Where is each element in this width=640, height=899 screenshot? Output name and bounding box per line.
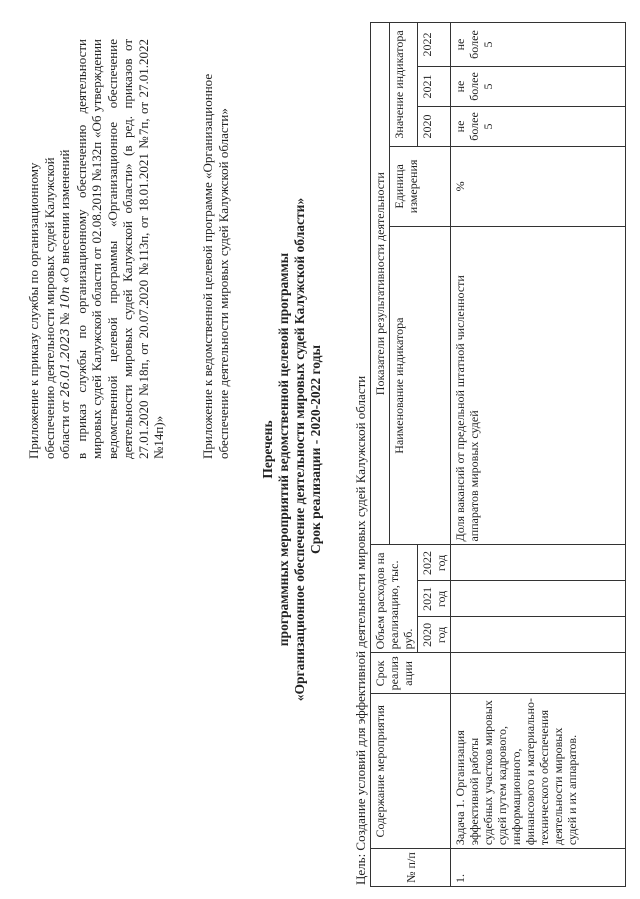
number-sign: №	[57, 312, 72, 326]
row-value-2020: не более 5	[451, 106, 626, 146]
row-volume-2020	[451, 617, 626, 653]
row-volume-2022	[451, 545, 626, 581]
header-term: Срок реализ ации	[371, 653, 451, 694]
appendix-line-3	[57, 39, 74, 459]
header-indicator-name: Наименование индикатора	[390, 226, 451, 545]
row-value-2021: не более 5	[451, 67, 626, 107]
appendix-line-3-prefix: области от	[57, 400, 72, 459]
row-unit: %	[451, 146, 626, 226]
header-indicator-value: Значение индикатора	[390, 23, 418, 147]
header-volume: Объем расходов на реализацию, тыс. руб.	[371, 545, 418, 653]
row-indicator: Доля вакансий от предельной штатной численности аппаратов мировых судей	[451, 226, 626, 545]
appendix-body: в приказ службы по организационному обеспечению деятельности мировых судей Калужской области от 02.08.2019 №132п «Об утверждении ведомственной целевой программы «Организационное обеспечение деятельности мировых судей Калужской области» (в ред. приказов от 27.01.2020 №18п, от 20.07.2020 №113п, от 18.01.2021 №7п, от 27.01.2022 №14п)»	[73, 39, 166, 459]
header-content: Содержание мероприятия	[371, 694, 451, 849]
header-row-1	[371, 23, 390, 887]
header-unit: Единица измерения	[390, 146, 451, 226]
document-title	[260, 0, 324, 899]
appendix-line-3-suffix: «О внесении изменений	[57, 149, 72, 284]
table-row	[451, 23, 626, 887]
header-volume-2020: 2020 год	[418, 617, 451, 653]
title-line-1: Перечень	[260, 420, 275, 479]
header-number: № п/п	[371, 849, 451, 887]
handwritten-number: 10п	[58, 286, 72, 310]
header-indicators: Показатели результативности деятельности	[371, 23, 390, 545]
row-number: 1.	[451, 849, 626, 887]
handwritten-date: 26.01.2023	[58, 328, 72, 398]
title-line-3: «Организационное обеспечение деятельности мировых судей Калужской области»	[292, 197, 307, 702]
appendix-line-2: обеспечению деятельности мировых судей Калужской	[41, 157, 57, 459]
measures-table	[370, 22, 626, 887]
row-content: Задача 1. Организация эффективной работы судебных участков мировых судей путем кадрового, информационного, финансового и материально-технического обеспечения деятельности мировых судей и их аппаратов.	[451, 694, 626, 849]
header-value-2022: 2022	[418, 23, 451, 67]
appendix-program-reference: Приложение к ведомственной целевой программе «Организационное обеспечение деятельности мировых судей Калужской области»	[200, 73, 231, 459]
row-term	[451, 653, 626, 694]
title-line-2: программных мероприятий ведомственной целевой программы	[276, 252, 291, 647]
appendix-line-1: Приложение к приказу службы по организационному	[26, 162, 41, 459]
header-value-2020: 2020	[418, 106, 451, 146]
header-value-2021: 2021	[418, 67, 451, 107]
header-volume-2022: 2022 год	[418, 545, 451, 581]
row-value-2022: не более 5	[451, 23, 626, 67]
appendix-order-reference	[26, 39, 167, 459]
header-volume-2021: 2021 год	[418, 581, 451, 617]
row-volume-2021	[451, 581, 626, 617]
program-goal: Цель: Создание условий для эффективной деятельности мировых судей Калужской области	[353, 375, 368, 885]
title-line-4: Срок реализации - 2020-2022 годы	[308, 344, 323, 555]
